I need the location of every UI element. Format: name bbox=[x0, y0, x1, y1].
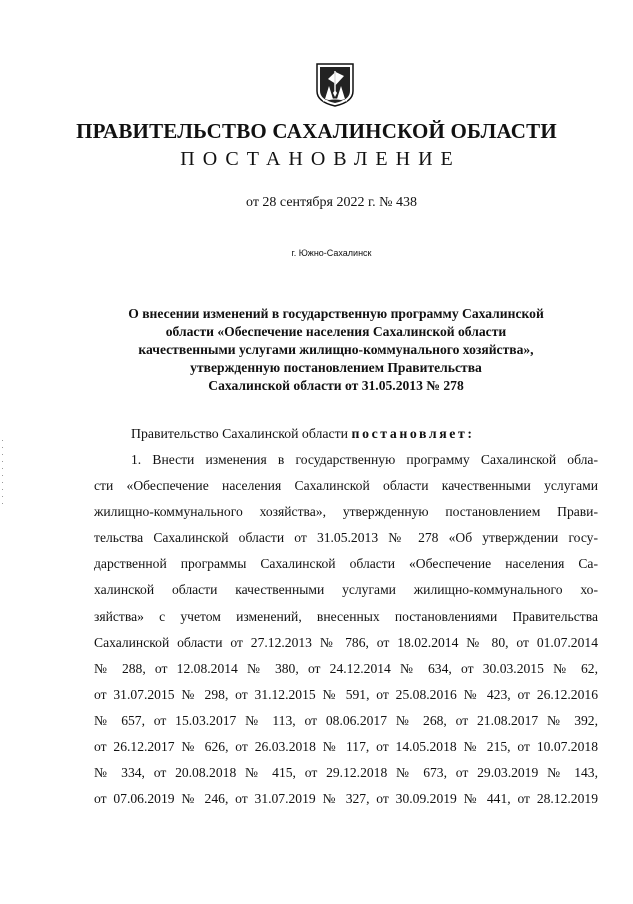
body-line: дарственной программы Сахалинской области «Обеспечение населения Са- bbox=[94, 556, 598, 572]
body-line: сти «Обеспечение населения Сахалинской области качественными услугами bbox=[94, 478, 598, 494]
sakhalin-coat-of-arms-icon bbox=[316, 63, 354, 107]
body-line: тельства Сахалинской области от 31.05.2013 № 278 «Об утверждении госу- bbox=[94, 530, 598, 546]
document-subject bbox=[88, 305, 584, 395]
subject-line: утвержденную постановлением Правительства bbox=[190, 360, 482, 375]
body-line: от 31.07.2015 № 298, от 31.12.2015 № 591, от 25.08.2016 № 423, от 26.12.2016 bbox=[94, 686, 598, 702]
body-line: Сахалинской области от 27.12.2013 № 786, от 18.02.2014 № 80, от 01.07.2014 bbox=[94, 634, 598, 650]
government-title: ПРАВИТЕЛЬСТВО САХАЛИНСКОЙ ОБЛАСТИ bbox=[76, 119, 557, 143]
body-line: № 657, от 15.03.2017 № 113, от 08.06.2017 № 268, от 21.08.2017 № 392, bbox=[94, 712, 598, 728]
document-type: ПОСТАНОВЛЕНИЕ bbox=[180, 148, 461, 170]
body-line: № 288, от 12.08.2014 № 380, от 24.12.2014 № 634, от 30.03.2015 № 62, bbox=[94, 660, 598, 676]
body-line: от 07.06.2019 № 246, от 31.07.2019 № 327, от 30.09.2019 № 441, от 28.12.2019 bbox=[94, 791, 598, 807]
body-line: 1. Внести изменения в государственную программу Сахалинской обла- bbox=[131, 452, 598, 467]
body-line: № 334, от 20.08.2018 № 415, от 29.12.2018 № 673, от 29.03.2019 № 143, bbox=[94, 765, 598, 781]
body-line: халинской области качественными услугами жилищно-коммунального хо- bbox=[94, 582, 598, 598]
scan-margin-marks bbox=[2, 440, 5, 530]
subject-line: О внесении изменений в государственную программу Сахалинской bbox=[128, 306, 544, 321]
preamble-emphasis: постановляет: bbox=[351, 426, 475, 441]
subject-line: области «Обеспечение населения Сахалинской области bbox=[165, 324, 507, 339]
preamble-prefix: Правительство Сахалинской области bbox=[131, 426, 352, 441]
body-line: зяйства» с учетом изменений, внесенных постановлениями Правительства bbox=[94, 608, 598, 624]
document-body bbox=[94, 447, 598, 812]
body-line: жилищно-коммунального хозяйства», утвержденную постановлением Прави- bbox=[94, 504, 598, 520]
subject-line: Сахалинской области от 31.05.2013 № 278 bbox=[208, 378, 464, 393]
city-name: г. Южно-Сахалинск bbox=[291, 248, 372, 258]
document-date-number: от 28 сентября 2022 г. № 438 bbox=[246, 195, 417, 210]
preamble bbox=[131, 426, 475, 442]
body-line: от 26.12.2017 № 626, от 26.03.2018 № 117, от 14.05.2018 № 215, от 10.07.2018 bbox=[94, 739, 598, 755]
subject-line: качественными услугами жилищно-коммунального хозяйства», bbox=[138, 342, 534, 357]
